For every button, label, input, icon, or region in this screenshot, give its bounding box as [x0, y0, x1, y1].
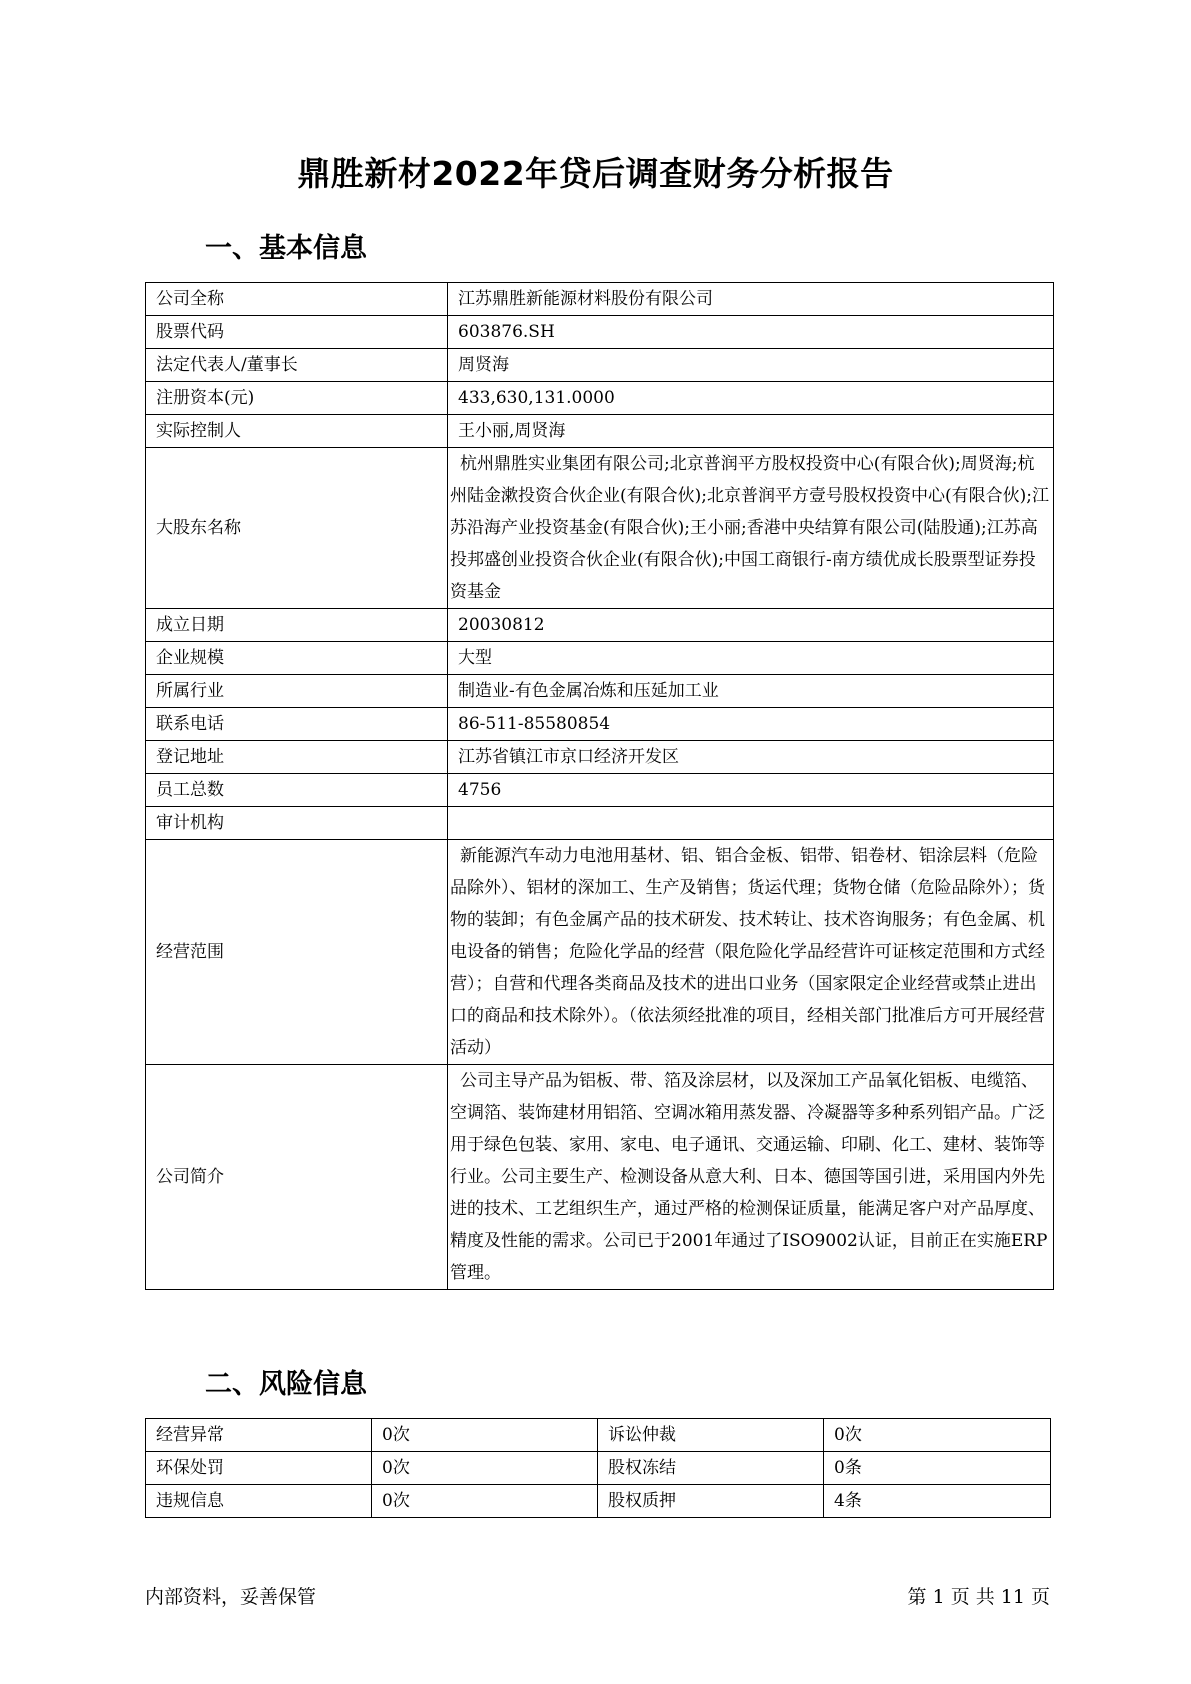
- row-value: 王小丽,周贤海: [448, 415, 1054, 448]
- risk-label: 经营异常: [146, 1419, 372, 1452]
- table-row: [146, 448, 1054, 609]
- row-label: 登记地址: [146, 741, 448, 774]
- row-value: 周贤海: [448, 349, 1054, 382]
- row-value: 大型: [448, 642, 1054, 675]
- table-row: [146, 840, 1054, 1065]
- table-row: [146, 609, 1054, 642]
- table-row: [146, 675, 1054, 708]
- table-row: [146, 1485, 1051, 1518]
- row-label: 股票代码: [146, 316, 448, 349]
- table-row: [146, 708, 1054, 741]
- basic-info-table: [145, 282, 1054, 1290]
- risk-label: 违规信息: [146, 1485, 372, 1518]
- row-value: 杭州鼎胜实业集团有限公司;北京普润平方股权投资中心(有限合伙);周贤海;杭州陆金漱投资合伙企业(有限合伙);北京普润平方壹号股权投资中心(有限合伙);江苏沿海产业投资基金(有限合伙);王小丽;香港中央结算有限公司(陆股通);江苏高投邦盛创业投资合伙企业(有限合伙);中国工商银行-南方绩优成长股票型证券投资基金: [448, 448, 1054, 609]
- risk-value: 0次: [372, 1452, 598, 1485]
- row-label: 审计机构: [146, 807, 448, 840]
- row-value: 86-511-85580854: [448, 708, 1054, 741]
- row-label: 公司简介: [146, 1065, 448, 1290]
- row-label: 实际控制人: [146, 415, 448, 448]
- row-label: 所属行业: [146, 675, 448, 708]
- row-label: 注册资本(元): [146, 382, 448, 415]
- footer-confidential-note: 内部资料，妥善保管: [145, 1586, 317, 1608]
- footer-page-number: 第 1 页 共 11 页: [907, 1586, 1050, 1608]
- risk-label: 股权质押: [598, 1485, 824, 1518]
- risk-label: 股权冻结: [598, 1452, 824, 1485]
- risk-value: 0次: [824, 1419, 1051, 1452]
- row-value: 433,630,131.0000: [448, 382, 1054, 415]
- risk-value: 0次: [372, 1419, 598, 1452]
- risk-label: 诉讼仲裁: [598, 1419, 824, 1452]
- table-row: [146, 415, 1054, 448]
- row-value: 制造业-有色金属冶炼和压延加工业: [448, 675, 1054, 708]
- risk-label: 环保处罚: [146, 1452, 372, 1485]
- row-label: 公司全称: [146, 283, 448, 316]
- row-label: 大股东名称: [146, 448, 448, 609]
- row-value: 江苏鼎胜新能源材料股份有限公司: [448, 283, 1054, 316]
- table-row: [146, 316, 1054, 349]
- section-heading-basic-info: 一、基本信息: [205, 233, 367, 264]
- table-row: [146, 741, 1054, 774]
- table-row: [146, 382, 1054, 415]
- table-row: [146, 1065, 1054, 1290]
- table-row: [146, 349, 1054, 382]
- row-value: 4756: [448, 774, 1054, 807]
- row-label: 联系电话: [146, 708, 448, 741]
- row-label: 企业规模: [146, 642, 448, 675]
- row-label: 经营范围: [146, 840, 448, 1065]
- risk-value: 0条: [824, 1452, 1051, 1485]
- row-value: 江苏省镇江市京口经济开发区: [448, 741, 1054, 774]
- row-label: 员工总数: [146, 774, 448, 807]
- row-value: [448, 807, 1054, 840]
- row-value: 公司主导产品为铝板、带、箔及涂层材，以及深加工产品氧化铝板、电缆箔、空调箔、装饰建材用铝箔、空调冰箱用蒸发器、冷凝器等多种系列铝产品。广泛用于绿色包装、家用、家电、电子通讯、交通运输、印刷、化工、建材、装饰等行业。公司主要生产、检测设备从意大利、日本、德国等国引进，采用国内外先进的技术、工艺组织生产，通过严格的检测保证质量，能满足客户对产品厚度、精度及性能的需求。公司已于2001年通过了ISO9002认证，目前正在实施ERP管理。: [448, 1065, 1054, 1290]
- row-value: 20030812: [448, 609, 1054, 642]
- table-row: [146, 1452, 1051, 1485]
- row-label: 法定代表人/董事长: [146, 349, 448, 382]
- document-title: 鼎胜新材2022年贷后调查财务分析报告: [297, 154, 894, 193]
- table-row: [146, 774, 1054, 807]
- row-value: 新能源汽车动力电池用基材、铝、铝合金板、铝带、铝卷材、铝涂层料（危险品除外）、铝材的深加工、生产及销售；货运代理；货物仓储（危险品除外）；货物的装卸；有色金属产品的技术研发、技术转让、技术咨询服务；有色金属、机电设备的销售；危险化学品的经营（限危险化学品经营许可证核定范围和方式经营）；自营和代理各类商品及技术的进出口业务（国家限定企业经营或禁止进出口的商品和技术除外）。（依法须经批准的项目，经相关部门批准后方可开展经营活动）: [448, 840, 1054, 1065]
- risk-value: 4条: [824, 1485, 1051, 1518]
- risk-value: 0次: [372, 1485, 598, 1518]
- table-row: [146, 807, 1054, 840]
- table-row: [146, 283, 1054, 316]
- row-value: 603876.SH: [448, 316, 1054, 349]
- table-row: [146, 1419, 1051, 1452]
- table-row: [146, 642, 1054, 675]
- risk-info-table: [145, 1418, 1051, 1518]
- section-heading-risk-info: 二、风险信息: [205, 1369, 367, 1400]
- row-label: 成立日期: [146, 609, 448, 642]
